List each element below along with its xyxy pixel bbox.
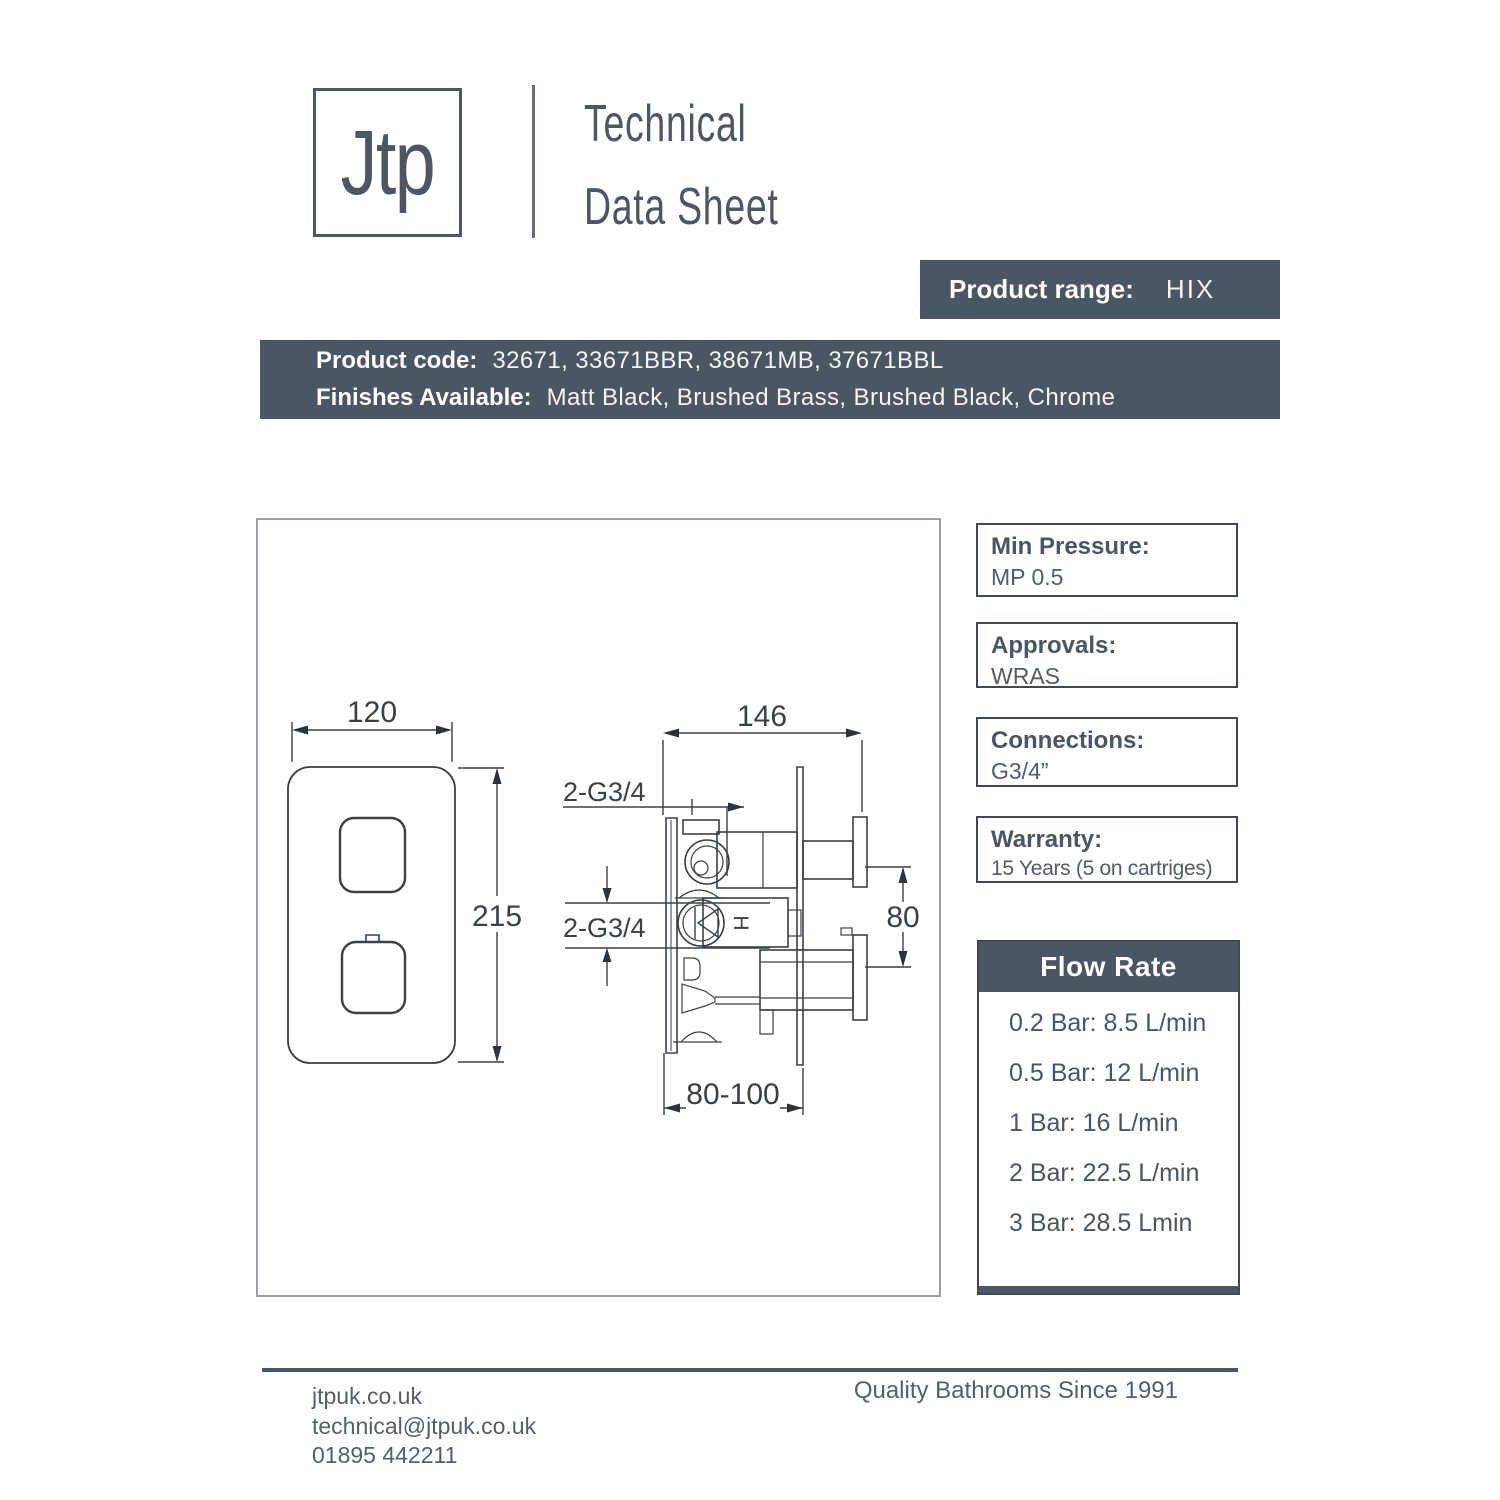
flow-rate-row: 2 Bar: 22.5 L/min [1009,1159,1200,1187]
spec-panel-approvals [976,622,1238,688]
document-title-line2: Data Sheet [584,178,779,236]
product-info-bar [260,340,1280,419]
footer-phone: 01895 442211 [312,1442,458,1468]
front-view [288,722,504,1063]
product-code-label: Product code: [316,347,478,374]
min-pressure-label: Min Pressure: [991,533,1150,560]
footer-divider [262,1368,1238,1372]
flow-rate-rows [979,992,1238,1259]
recess-depth-dim: 80-100 [686,1078,780,1111]
product-range-label: Product range: [949,274,1134,304]
flow-rate-row: 1 Bar: 16 L/min [1009,1109,1179,1137]
finishes-label: Finishes Available: [316,384,532,411]
spec-panel-min-pressure [976,523,1238,597]
side-view [666,767,867,1065]
header-divider [532,85,535,238]
hot-indicator: H [729,915,752,931]
product-code-value: 32671, 33671BBR, 38671MB, 37671BBL [492,347,944,374]
front-width-dim: 120 [346,696,398,729]
product-range-value: HIX [1165,274,1216,304]
warranty-label: Warranty: [991,826,1103,853]
approvals-value: WRAS [991,663,1060,688]
pipe-spacing-dim: 80 [886,901,920,934]
min-pressure-value: MP 0.5 [991,564,1064,590]
flow-rate-title: Flow Rate [979,942,1238,992]
connections-label: Connections: [991,727,1145,754]
technical-drawing [256,518,941,1297]
flow-rate-row: 0.2 Bar: 8.5 L/min [1009,1009,1207,1037]
finishes-row [316,384,1280,412]
flow-rate-panel [977,940,1240,1295]
connections-value: G3/4” [991,758,1049,784]
spec-panel-warranty [976,816,1238,883]
flow-rate-row: 3 Bar: 28.5 Lmin [1009,1209,1193,1237]
footer-email: technical@jtpuk.co.uk [312,1412,537,1439]
footer-tagline: Quality Bathrooms Since 1991 [853,1377,1178,1404]
document-title-line1: Technical [584,95,747,153]
footer-contact-block [312,1383,536,1472]
finishes-value: Matt Black, Brushed Brass, Brushed Black, Chrome [546,384,1116,411]
jtp-logo-text: Jtp [340,111,435,214]
flow-rate-row: 0.5 Bar: 12 L/min [1009,1059,1200,1087]
front-height-dim: 215 [471,900,523,933]
flow-rate-bottom-strip [979,1286,1238,1293]
product-code-row [316,347,1280,375]
port-label-top: 2-G3/4 [563,777,646,807]
port-label-mid: 2-G3/4 [563,913,646,943]
jtp-logo [313,88,462,237]
approvals-label: Approvals: [991,632,1117,659]
document-title [584,94,854,260]
warranty-value: 15 Years (5 on cartriges) [991,857,1213,880]
spec-panel-connections [976,717,1238,787]
product-range-bar [920,260,1280,319]
side-depth-dim: 146 [736,700,788,733]
footer-website: jtpuk.co.uk [312,1383,422,1409]
